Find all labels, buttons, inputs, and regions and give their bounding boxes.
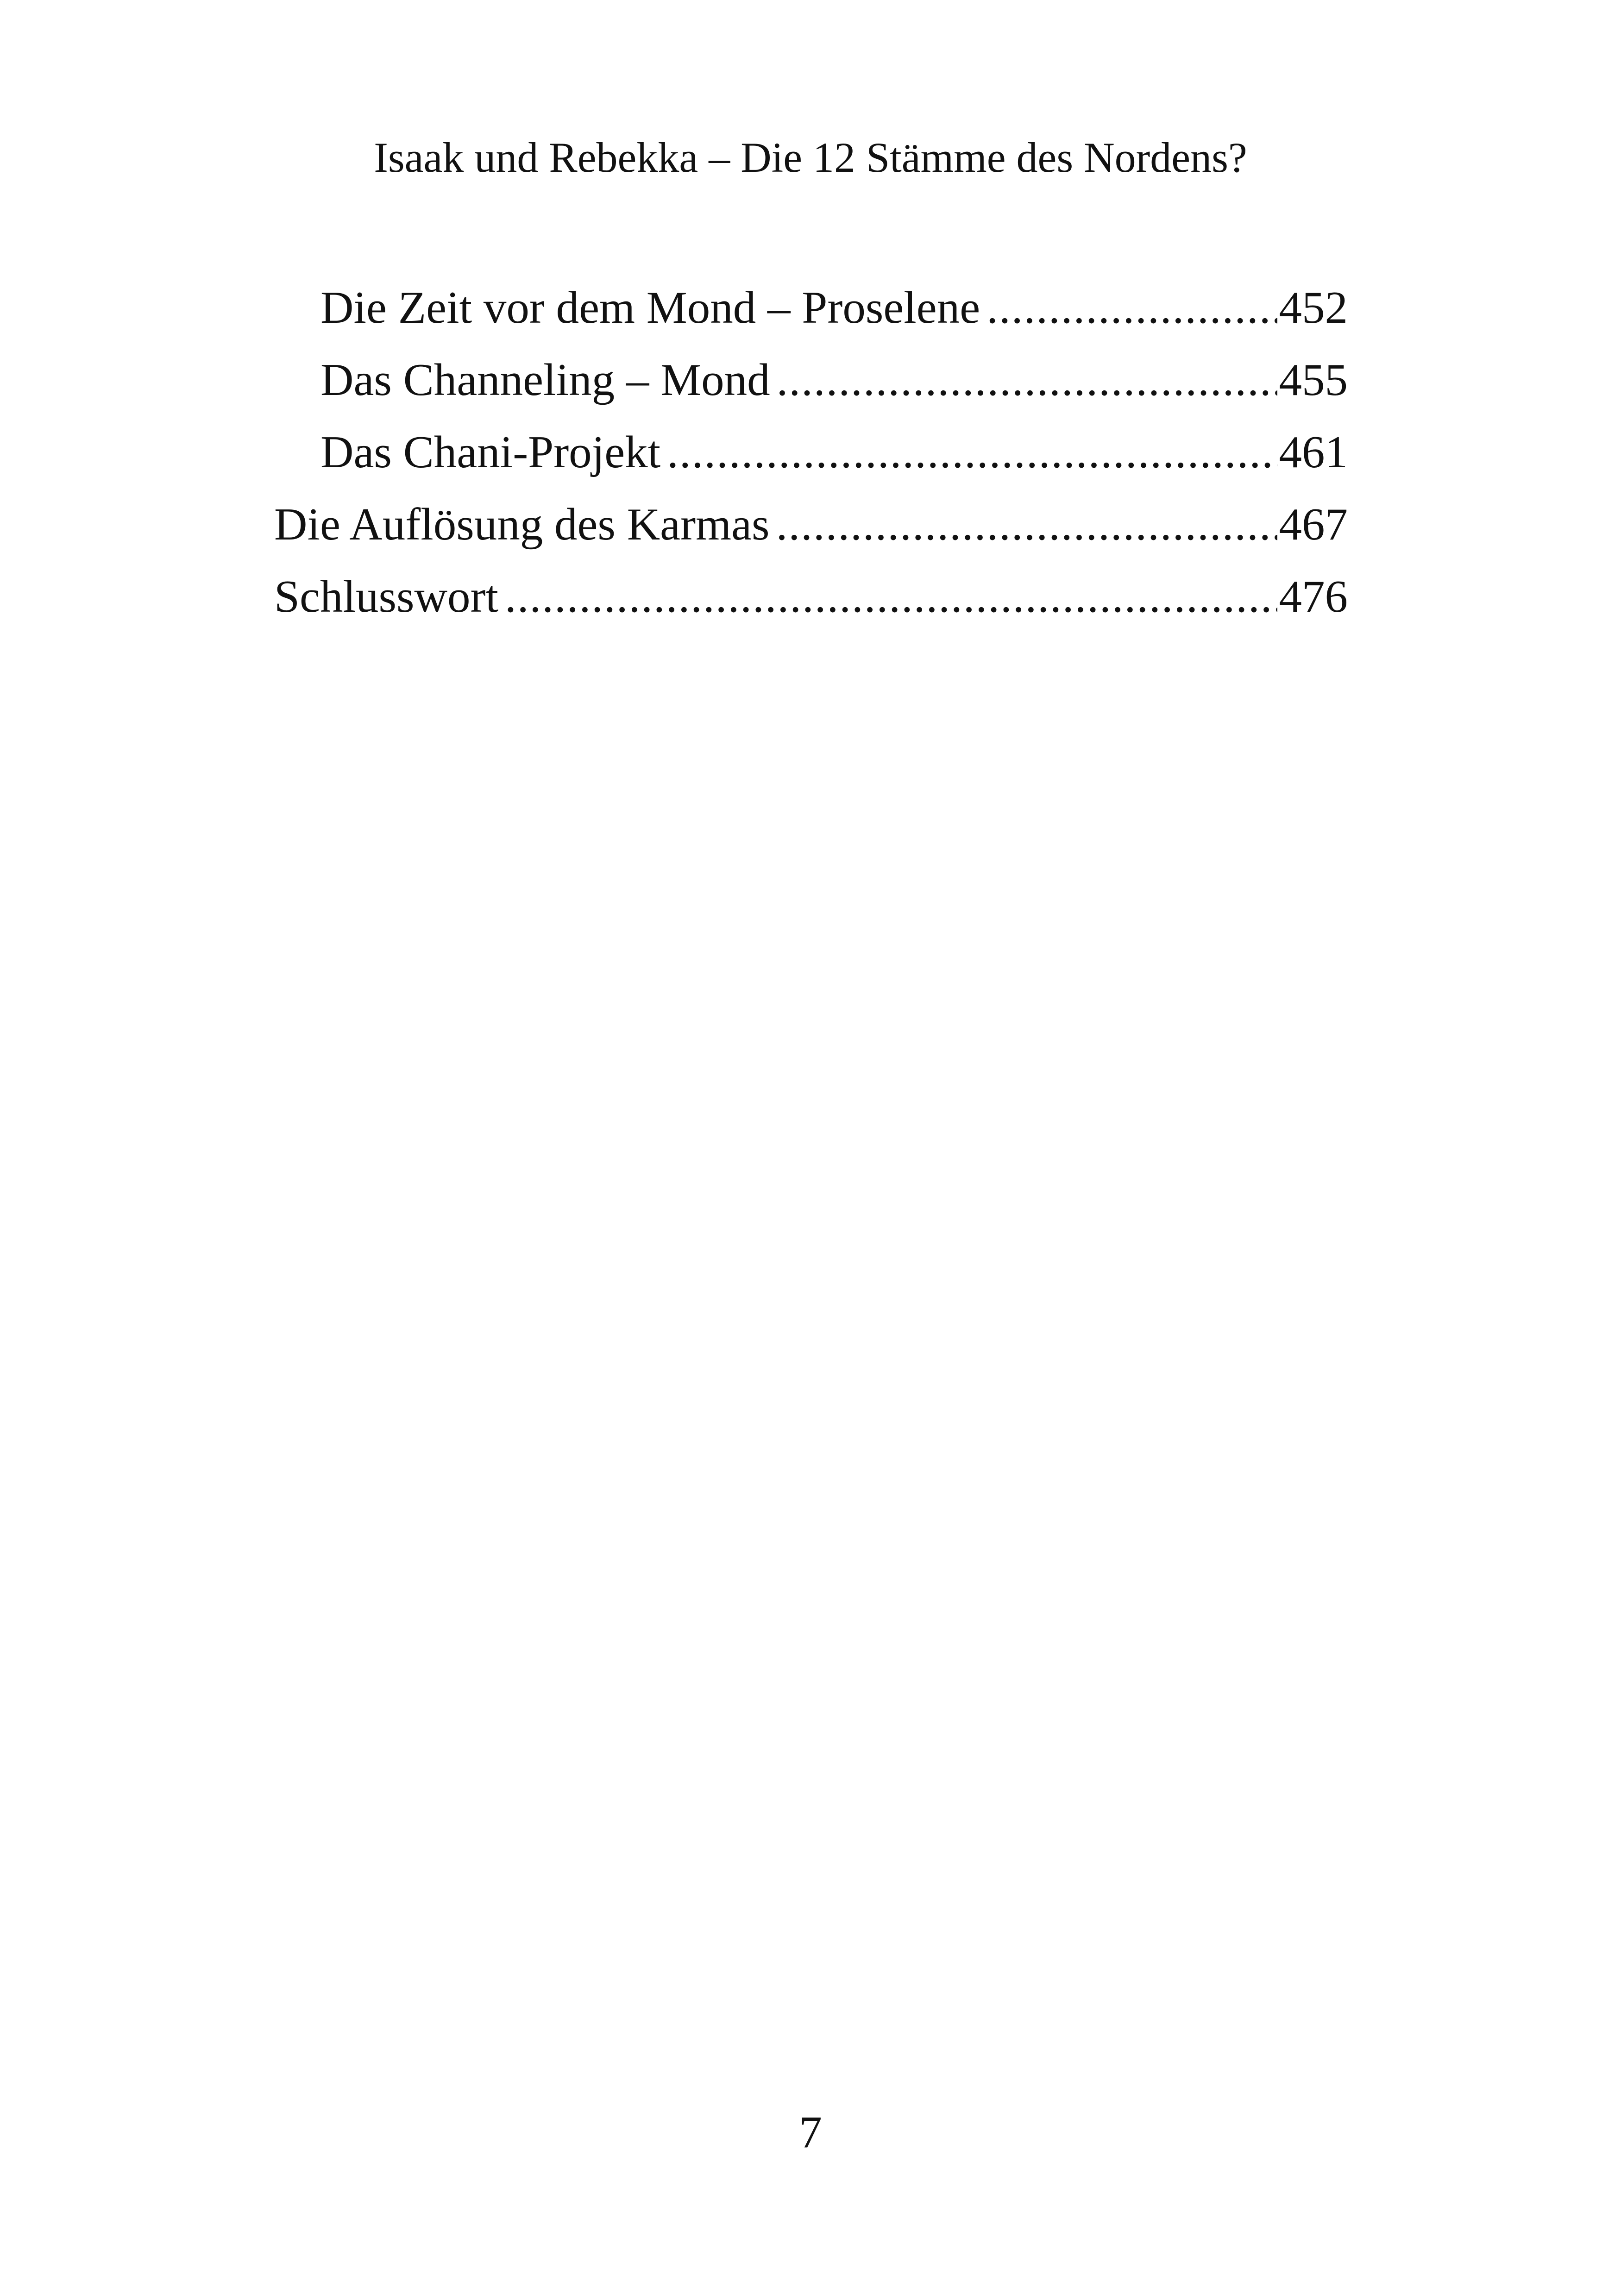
- toc-entry: [320, 345, 1348, 415]
- toc-dot-leader: [667, 418, 1277, 487]
- page-number: 7: [799, 2107, 822, 2158]
- toc-dot-leader: [777, 345, 1277, 415]
- toc-entry-title: Schlusswort: [274, 571, 499, 622]
- toc-entry-page: 455: [1279, 355, 1348, 405]
- toc-entry: [320, 273, 1348, 343]
- toc-entry-page: 452: [1279, 282, 1348, 333]
- toc-entry: [274, 562, 1348, 632]
- toc-entry-title: Die Zeit vor dem Mond – Proselene: [320, 282, 980, 333]
- toc-entry-page: 461: [1279, 427, 1348, 477]
- toc-entry: [320, 418, 1348, 487]
- toc-entry-title: Die Auflösung des Karmas: [274, 499, 770, 550]
- toc-dot-leader: [505, 562, 1277, 632]
- toc-entry-title: Das Chani-Projekt: [320, 427, 661, 477]
- toc-entry-title: Das Channeling – Mond: [320, 355, 770, 405]
- toc-dot-leader: [986, 273, 1277, 343]
- toc-entry-page: 467: [1279, 499, 1348, 550]
- toc-dot-leader: [776, 490, 1277, 559]
- toc-entry: [274, 490, 1348, 559]
- running-header: Isaak und Rebekka – Die 12 Stämme des Nordens?: [374, 134, 1247, 181]
- toc-entry-page: 476: [1279, 571, 1348, 622]
